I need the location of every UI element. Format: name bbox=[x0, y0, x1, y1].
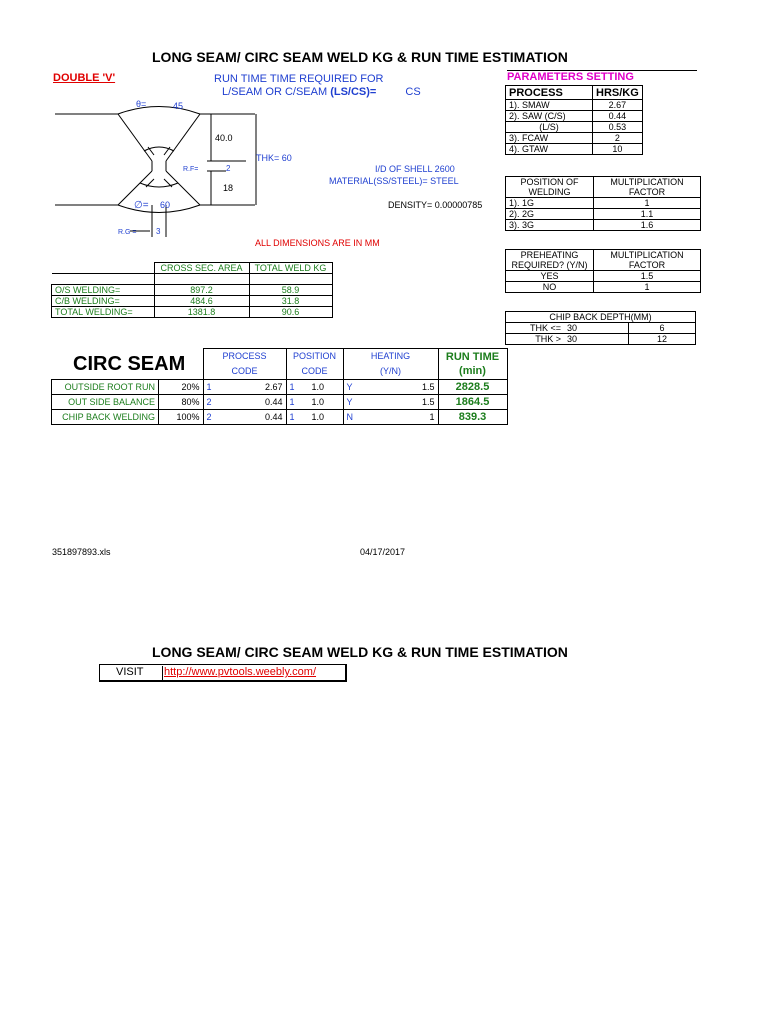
col-total-weld-kg: TOTAL WELD KG bbox=[249, 263, 332, 274]
position-factor-table: POSITION OF WELDING MULTIPLICATION FACTOR 1). 1G 1 2). 2G 1.1 3). 3G 1.6 bbox=[505, 176, 701, 231]
chip-back-table bbox=[505, 311, 696, 345]
preheat-factor-table: PREHEATING REQUIRED? (Y/N) MULTIPLICATION FACTOR YES 1.5 NO 1 bbox=[505, 249, 701, 293]
table-row: CHIP BACK WELDING 100% 2 0.44 1 1.0 N 1 839.3 bbox=[52, 410, 508, 425]
thk-label: THK= 60 bbox=[256, 153, 292, 163]
theta-value: 45 bbox=[173, 101, 184, 111]
rf-label: R.F= bbox=[183, 166, 199, 173]
footer-filename: 351897893.xls bbox=[52, 547, 111, 557]
shell-id: I/D OF SHELL 2600 bbox=[375, 164, 455, 174]
theta-label: θ= bbox=[136, 99, 147, 109]
col-run-time: RUN TIME (min) bbox=[438, 349, 507, 380]
visit-label: VISIT bbox=[116, 666, 144, 678]
col-position-code: POSITION CODE bbox=[286, 349, 343, 380]
joint-type: DOUBLE 'V' bbox=[53, 72, 116, 84]
table-row: OUTSIDE ROOT RUN 20% 1 2.67 1 1.0 Y 1.5 2828.5 bbox=[52, 380, 508, 395]
dim-top: 40.0 bbox=[215, 133, 233, 143]
rg-value: 3 bbox=[156, 227, 161, 236]
weld-kg-table bbox=[51, 262, 333, 318]
phi-value: 60 bbox=[160, 200, 171, 210]
shell-material: MATERIAL(SS/STEEL)= STEEL bbox=[329, 176, 459, 186]
seam-type-value[interactable]: CS bbox=[405, 86, 421, 98]
run-time-line1: RUN TIME TIME REQUIRED FOR bbox=[214, 73, 384, 85]
table-row: NO 1 bbox=[506, 282, 701, 293]
phi-label: ∅= bbox=[134, 200, 149, 211]
circ-seam-table bbox=[51, 348, 508, 425]
table-row: O/S WELDING= 897.2 58.9 bbox=[52, 285, 333, 296]
rf-value: 2 bbox=[226, 164, 231, 173]
table-row: TOTAL WELDING= 1381.8 90.6 bbox=[52, 307, 333, 318]
table-row: THK <= 30 6 bbox=[506, 323, 696, 334]
table-row: 2). 2G 1.1 bbox=[506, 209, 701, 220]
dimensions-note: ALL DIMENSIONS ARE IN MM bbox=[255, 238, 380, 248]
table-row: 4). GTAW 10 bbox=[506, 144, 643, 155]
dim-bottom: 18 bbox=[223, 183, 234, 193]
table-row: 2). SAW (C/S) 0.44 bbox=[506, 111, 643, 122]
page2-title: LONG SEAM/ CIRC SEAM WELD KG & RUN TIME ESTIMATION bbox=[152, 644, 568, 660]
run-time-value: 2828.5 bbox=[438, 380, 507, 395]
table-row: (L/S) 0.53 bbox=[506, 122, 643, 133]
website-link[interactable]: http://www.pvtools.weebly.com/ bbox=[164, 666, 317, 678]
parameters-header: PARAMETERS SETTING bbox=[507, 71, 634, 83]
run-time-value: 1864.5 bbox=[438, 395, 507, 410]
page-title: LONG SEAM/ CIRC SEAM WELD KG & RUN TIME ESTIMATION bbox=[152, 49, 568, 65]
chip-back-header: CHIP BACK DEPTH(MM) bbox=[506, 312, 696, 323]
double-v-weld-diagram bbox=[50, 95, 300, 240]
parameters-table bbox=[505, 85, 643, 155]
table-row: 3). FCAW 2 bbox=[506, 133, 643, 144]
table-row: YES 1.5 bbox=[506, 271, 701, 282]
rg-label: R.G = bbox=[118, 229, 137, 236]
footer-date: 04/17/2017 bbox=[360, 547, 406, 557]
col-process-code: PROCESS CODE bbox=[203, 349, 286, 380]
col-process: PROCESS bbox=[506, 86, 593, 100]
seam-code-label: (LS/CS)= bbox=[330, 86, 377, 98]
table-row: 1). SMAW 2.67 bbox=[506, 100, 643, 111]
run-time-value: 839.3 bbox=[438, 410, 507, 425]
visit-box bbox=[99, 664, 347, 682]
table-row: C/B WELDING= 484.6 31.8 bbox=[52, 296, 333, 307]
seam-question: L/SEAM OR C/SEAM bbox=[222, 86, 328, 98]
col-heating: HEATING (Y/N) bbox=[343, 349, 438, 380]
table-row: 3). 3G 1.6 bbox=[506, 220, 701, 231]
col-hrs-kg: HRS/KG bbox=[593, 86, 643, 100]
table-row: THK > 30 12 bbox=[506, 334, 696, 345]
visit-divider bbox=[162, 666, 163, 680]
col-cross-sec-area: CROSS SEC. AREA bbox=[154, 263, 249, 274]
circ-seam-title: CIRC SEAM bbox=[73, 353, 186, 375]
table-row: OUT SIDE BALANCE 80% 2 0.44 1 1.0 Y 1.5 1864.5 bbox=[52, 395, 508, 410]
table-row: 1). 1G 1 bbox=[506, 198, 701, 209]
density: DENSITY= 0.00000785 bbox=[388, 200, 483, 210]
